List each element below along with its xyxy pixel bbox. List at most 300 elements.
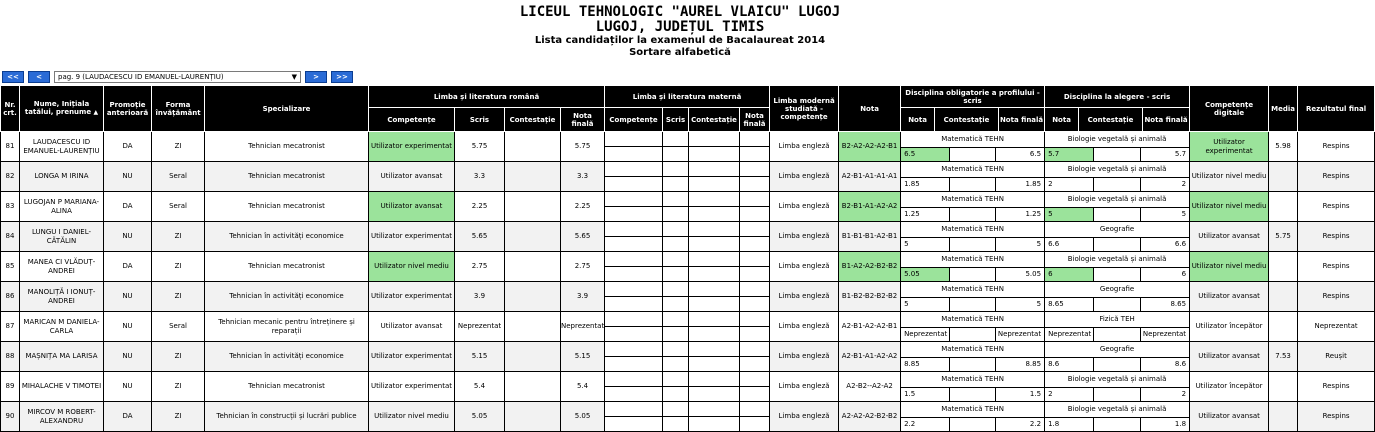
cell-media	[1269, 282, 1298, 312]
cell-promotie: DA	[104, 132, 152, 162]
cell-promotie: NU	[104, 162, 152, 192]
cell-lr-competente: Utilizator experimentat	[369, 222, 455, 252]
disc-alegere-contestatie	[1094, 298, 1140, 311]
cell-competente-digitale: Utilizator nivel mediu	[1190, 252, 1269, 282]
cell-lm-empty	[740, 252, 770, 282]
cell-lr-nota-finala: 2.25	[561, 192, 605, 222]
next-page-button[interactable]: >	[305, 71, 327, 83]
cell-lr-scris: 3.3	[455, 162, 505, 192]
cell-nota: A2-B1-A2-A2-B1	[839, 312, 901, 342]
disc-alegere-final: 6.6	[1174, 240, 1187, 248]
cell-nr: 81	[1, 132, 20, 162]
cell-disc-obligatorie	[901, 192, 1045, 222]
cell-nume: MANOLIȚĂ I IONUȚ-ANDREI	[20, 282, 104, 312]
cell-lm-empty	[605, 222, 663, 252]
cell-nume: MARICAN M DANIELA-CARLA	[20, 312, 104, 342]
cell-nr: 84	[1, 222, 20, 252]
cell-competente-digitale: Utilizator nivel mediu	[1190, 162, 1269, 192]
disc-obligatorie-contestatie	[950, 358, 996, 371]
page-header	[0, 5, 1360, 59]
cell-lm-empty	[605, 282, 663, 312]
cell-lm-empty	[740, 342, 770, 372]
cell-lm-empty	[663, 252, 689, 282]
cell-lr-scris: 5.75	[455, 132, 505, 162]
disc-alegere-final: 2	[1181, 390, 1187, 398]
col-lm-nota-finala: Nota finală	[740, 108, 770, 132]
cell-rezultat: Neprezentat	[1298, 312, 1375, 342]
cell-media: 7.53	[1269, 342, 1298, 372]
col-nume-label: Nume, Inițiala tatălui, prenume	[24, 100, 92, 116]
cell-lr-nota-finala: 5.4	[561, 372, 605, 402]
disc-alegere-nota: 2	[1045, 388, 1094, 401]
col-nume[interactable]	[20, 86, 104, 132]
cell-disc-alegere	[1045, 132, 1190, 162]
cell-nr: 86	[1, 282, 20, 312]
disc-obligatorie-name: Matematică TEHN	[901, 402, 1044, 418]
cell-lr-contestatie	[505, 342, 561, 372]
table-row	[1, 372, 1375, 402]
disc-obligatorie-contestatie	[950, 178, 996, 191]
cell-disc-obligatorie	[901, 402, 1045, 432]
cell-specializare: Tehnician în construcții și lucrări publice	[205, 402, 369, 432]
cell-lm-empty	[740, 282, 770, 312]
cell-lm-empty	[740, 192, 770, 222]
cell-lm-empty	[663, 162, 689, 192]
disc-obligatorie-name: Matematică TEHN	[901, 132, 1044, 148]
disc-alegere-contestatie	[1094, 328, 1140, 341]
cell-competente-digitale: Utilizator nivel mediu	[1190, 192, 1269, 222]
cell-lm-empty	[740, 372, 770, 402]
disc-obligatorie-nota: 2.2	[901, 418, 950, 431]
disc-obligatorie-final: 1.85	[1025, 180, 1042, 188]
disc-alegere-name: Biologie vegetală și animală	[1045, 372, 1189, 388]
cell-limba-moderna: Limba engleză	[770, 282, 839, 312]
disc-obligatorie-contestatie	[950, 208, 996, 221]
disc-alegere-name: Biologie vegetală și animală	[1045, 192, 1189, 208]
cell-nume: LONGA M IRINA	[20, 162, 104, 192]
disc-alegere-nota: 8.6	[1045, 358, 1094, 371]
cell-specializare: Tehnician mecanic pentru întreținere și reparații	[205, 312, 369, 342]
cell-lm-empty	[663, 192, 689, 222]
cell-competente-digitale: Utilizator avansat	[1190, 342, 1269, 372]
cell-specializare: Tehnician în activități economice	[205, 282, 369, 312]
table-row	[1, 162, 1375, 192]
cell-limba-moderna: Limba engleză	[770, 222, 839, 252]
disc-alegere-name: Geografie	[1045, 342, 1189, 358]
first-page-button[interactable]: <<	[2, 71, 24, 83]
cell-disc-alegere	[1045, 282, 1190, 312]
cell-lm-empty	[663, 132, 689, 162]
cell-forma: ZI	[152, 252, 205, 282]
cell-disc-obligatorie	[901, 162, 1045, 192]
cell-lr-nota-finala: 5.65	[561, 222, 605, 252]
cell-lr-competente: Utilizator experimentat	[369, 282, 455, 312]
cell-lr-scris: Neprezentat	[455, 312, 505, 342]
cell-lr-scris: 2.75	[455, 252, 505, 282]
cell-lr-competente: Utilizator nivel mediu	[369, 252, 455, 282]
school-location: LUGOJ, JUDEȚUL TIMIS	[595, 19, 765, 35]
cell-limba-moderna: Limba engleză	[770, 402, 839, 432]
cell-nume: MIRCOV M ROBERT-ALEXANDRU	[20, 402, 104, 432]
disc-obligatorie-nota: 8.85	[901, 358, 950, 371]
disc-obligatorie-contestatie	[950, 328, 996, 341]
cell-lr-contestatie	[505, 282, 561, 312]
disc-obligatorie-final: 6.5	[1029, 150, 1042, 158]
col-do-nota: Nota	[901, 108, 935, 132]
table-row	[1, 312, 1375, 342]
table-row	[1, 192, 1375, 222]
cell-nota: B1-B1-B1-A2-B1	[839, 222, 901, 252]
cell-nr: 87	[1, 312, 20, 342]
cell-promotie: NU	[104, 342, 152, 372]
cell-media: 5.98	[1269, 132, 1298, 162]
cell-lm-empty	[689, 312, 740, 342]
cell-disc-obligatorie	[901, 312, 1045, 342]
cell-disc-alegere	[1045, 252, 1190, 282]
col-lr-nota-finala: Nota finală	[561, 108, 605, 132]
cell-disc-obligatorie	[901, 372, 1045, 402]
cell-lm-empty	[605, 252, 663, 282]
cell-limba-moderna: Limba engleză	[770, 312, 839, 342]
cell-competente-digitale: Utilizator începător	[1190, 312, 1269, 342]
cell-lm-empty	[740, 132, 770, 162]
disc-obligatorie-name: Matematică TEHN	[901, 282, 1044, 298]
disc-alegere-final: 5.7	[1174, 150, 1187, 158]
col-nr: Nr. crt.	[1, 86, 20, 132]
disc-alegere-contestatie	[1094, 358, 1140, 371]
cell-nr: 83	[1, 192, 20, 222]
cell-lr-competente: Utilizator avansat	[369, 312, 455, 342]
col-rezultat: Rezultatul final	[1298, 86, 1375, 132]
cell-lm-empty	[689, 402, 740, 432]
disc-alegere-nota: 8.65	[1045, 298, 1094, 311]
cell-media: 5.75	[1269, 222, 1298, 252]
cell-lm-empty	[663, 312, 689, 342]
cell-rezultat: Respins	[1298, 192, 1375, 222]
disc-alegere-final: 6	[1181, 270, 1187, 278]
col-limba-moderna: Limba modernă studiată - competențe	[770, 86, 839, 132]
cell-promotie: NU	[104, 222, 152, 252]
cell-media	[1269, 402, 1298, 432]
cell-disc-alegere	[1045, 372, 1190, 402]
col-lr-contestatie: Contestație	[505, 108, 561, 132]
col-competente-digitale: Competențe digitale	[1190, 86, 1269, 132]
cell-nr: 88	[1, 342, 20, 372]
cell-limba-moderna: Limba engleză	[770, 252, 839, 282]
disc-obligatorie-contestatie	[950, 148, 996, 161]
cell-lm-empty	[663, 372, 689, 402]
cell-disc-obligatorie	[901, 222, 1045, 252]
cell-lm-empty	[663, 222, 689, 252]
cell-promotie: NU	[104, 282, 152, 312]
cell-lr-scris: 5.05	[455, 402, 505, 432]
table-row	[1, 132, 1375, 162]
disc-obligatorie-nota: 1.25	[901, 208, 950, 221]
cell-promotie: NU	[104, 312, 152, 342]
disc-alegere-name: Biologie vegetală și animală	[1045, 402, 1189, 418]
col-lr-scris: Scris	[455, 108, 505, 132]
cell-nume: LAUDACESCU ID EMANUEL-LAURENȚIU	[20, 132, 104, 162]
cell-rezultat: Respins	[1298, 402, 1375, 432]
disc-alegere-contestatie	[1094, 238, 1140, 251]
cell-lm-empty	[740, 222, 770, 252]
prev-page-button[interactable]: <	[28, 71, 50, 83]
cell-specializare: Tehnician mecatronist	[205, 372, 369, 402]
cell-disc-alegere	[1045, 402, 1190, 432]
cell-lr-competente: Utilizator avansat	[369, 162, 455, 192]
disc-obligatorie-nota: 6.5	[901, 148, 950, 161]
cell-nr: 85	[1, 252, 20, 282]
cell-nr: 82	[1, 162, 20, 192]
pagination-bar	[2, 71, 353, 83]
disc-alegere-final: 2	[1181, 180, 1187, 188]
cell-lr-competente: Utilizator experimentat	[369, 132, 455, 162]
disc-alegere-name: Biologie vegetală și animală	[1045, 132, 1189, 148]
cell-specializare: Tehnician mecatronist	[205, 132, 369, 162]
disc-alegere-final: 8.65	[1170, 300, 1187, 308]
disc-obligatorie-contestatie	[950, 418, 996, 431]
cell-lm-empty	[740, 162, 770, 192]
page-select-value: pag. 9 (LAUDACESCU ID EMANUEL-LAURENȚIU)	[58, 73, 224, 81]
disc-obligatorie-nota: Neprezentat	[901, 328, 950, 341]
cell-lm-empty	[689, 132, 740, 162]
sort-mode: Sortare alfabetică	[629, 47, 731, 58]
disc-alegere-name: Biologie vegetală și animală	[1045, 162, 1189, 178]
cell-rezultat: Respins	[1298, 222, 1375, 252]
cell-lm-empty	[689, 162, 740, 192]
cell-disc-alegere	[1045, 192, 1190, 222]
sort-asc-icon: ▲	[93, 109, 99, 116]
cell-lr-contestatie	[505, 162, 561, 192]
cell-forma: ZI	[152, 402, 205, 432]
cell-rezultat: Respins	[1298, 252, 1375, 282]
col-do-nota-finala: Nota finală	[999, 108, 1045, 132]
cell-competente-digitale: Utilizator începător	[1190, 372, 1269, 402]
cell-lr-contestatie	[505, 252, 561, 282]
disc-alegere-contestatie	[1094, 268, 1140, 281]
cell-limba-moderna: Limba engleză	[770, 132, 839, 162]
cell-lm-empty	[740, 402, 770, 432]
disc-obligatorie-contestatie	[950, 388, 996, 401]
cell-lr-contestatie	[505, 222, 561, 252]
cell-lr-nota-finala: Neprezentat	[561, 312, 605, 342]
col-forma: Forma învățământ	[152, 86, 205, 132]
cell-lr-contestatie	[505, 402, 561, 432]
cell-lr-nota-finala: 3.9	[561, 282, 605, 312]
disc-alegere-nota: Neprezentat	[1045, 328, 1094, 341]
cell-promotie: DA	[104, 402, 152, 432]
cell-lm-empty	[689, 282, 740, 312]
disc-obligatorie-nota: 5	[901, 238, 950, 251]
cell-forma: Seral	[152, 192, 205, 222]
cell-lr-competente: Utilizator nivel mediu	[369, 402, 455, 432]
cell-nume: MANEA CI VLĂDUȚ-ANDREI	[20, 252, 104, 282]
disc-alegere-name: Fizică TEH	[1045, 312, 1189, 328]
cell-lm-empty	[663, 402, 689, 432]
col-da-contestatie: Contestație	[1079, 108, 1143, 132]
cell-lr-scris: 5.15	[455, 342, 505, 372]
cell-lr-competente: Utilizator experimentat	[369, 342, 455, 372]
cell-lm-empty	[605, 402, 663, 432]
cell-limba-moderna: Limba engleză	[770, 162, 839, 192]
cell-specializare: Tehnician în activități economice	[205, 222, 369, 252]
cell-disc-obligatorie	[901, 342, 1045, 372]
cell-lr-contestatie	[505, 132, 561, 162]
cell-forma: Seral	[152, 312, 205, 342]
table-body	[1, 132, 1375, 432]
list-title: Lista candidaților la examenul de Bacalaureat 2014	[534, 35, 826, 46]
disc-obligatorie-contestatie	[950, 238, 996, 251]
table-row	[1, 222, 1375, 252]
disc-obligatorie-final: 1.25	[1025, 210, 1042, 218]
cell-limba-moderna: Limba engleză	[770, 192, 839, 222]
cell-rezultat: Respins	[1298, 132, 1375, 162]
cell-media	[1269, 192, 1298, 222]
col-lm-contestatie: Contestație	[689, 108, 740, 132]
cell-lr-competente: Utilizator experimentat	[369, 372, 455, 402]
cell-lr-contestatie	[505, 192, 561, 222]
cell-lm-empty	[689, 252, 740, 282]
cell-forma: ZI	[152, 342, 205, 372]
cell-nota: B1-A2-A2-B2-B2	[839, 252, 901, 282]
disc-obligatorie-final: 5.05	[1025, 270, 1042, 278]
col-group-disc-alegere: Disciplina la alegere - scris	[1045, 86, 1190, 108]
cell-lm-empty	[605, 192, 663, 222]
disc-obligatorie-nota: 5.05	[901, 268, 950, 281]
disc-obligatorie-final: 5	[1036, 300, 1042, 308]
cell-nume: LUNGU I DANIEL-CĂTĂLIN	[20, 222, 104, 252]
cell-specializare: Tehnician mecatronist	[205, 192, 369, 222]
disc-obligatorie-name: Matematică TEHN	[901, 312, 1044, 328]
disc-obligatorie-final: 8.85	[1025, 360, 1042, 368]
cell-lr-scris: 2.25	[455, 192, 505, 222]
cell-rezultat: Respins	[1298, 282, 1375, 312]
table-row	[1, 282, 1375, 312]
disc-alegere-final: 8.6	[1174, 360, 1187, 368]
cell-disc-obligatorie	[901, 282, 1045, 312]
disc-obligatorie-final: 5	[1036, 240, 1042, 248]
cell-lm-empty	[605, 312, 663, 342]
disc-alegere-contestatie	[1094, 208, 1140, 221]
table-row	[1, 402, 1375, 432]
col-group-disc-obligatorie: Disciplina obligatorie a profilului - scris	[901, 86, 1045, 108]
cell-competente-digitale: Utilizator avansat	[1190, 282, 1269, 312]
col-lm-competente: Competențe	[605, 108, 663, 132]
cell-competente-digitale: Utilizator avansat	[1190, 222, 1269, 252]
cell-lm-empty	[689, 372, 740, 402]
col-group-limba-materna: Limba și literatura maternă	[605, 86, 770, 108]
disc-alegere-contestatie	[1094, 178, 1140, 191]
disc-obligatorie-contestatie	[950, 298, 996, 311]
cell-disc-obligatorie	[901, 252, 1045, 282]
disc-alegere-nota: 5	[1045, 208, 1094, 221]
cell-disc-obligatorie	[901, 132, 1045, 162]
cell-lr-nota-finala: 2.75	[561, 252, 605, 282]
col-da-nota-finala: Nota finală	[1143, 108, 1190, 132]
cell-disc-alegere	[1045, 312, 1190, 342]
disc-alegere-name: Geografie	[1045, 282, 1189, 298]
col-nota: Nota	[839, 86, 901, 132]
disc-alegere-final: 1.8	[1174, 420, 1187, 428]
page-select[interactable]	[54, 71, 301, 83]
cell-lr-scris: 3.9	[455, 282, 505, 312]
cell-specializare: Tehnician mecatronist	[205, 162, 369, 192]
disc-alegere-final: 5	[1181, 210, 1187, 218]
disc-alegere-contestatie	[1094, 418, 1140, 431]
col-do-contestatie: Contestație	[935, 108, 999, 132]
disc-obligatorie-name: Matematică TEHN	[901, 372, 1044, 388]
disc-obligatorie-nota: 1.5	[901, 388, 950, 401]
cell-nota: A2-B1-A1-A2-A2	[839, 342, 901, 372]
cell-limba-moderna: Limba engleză	[770, 342, 839, 372]
disc-obligatorie-final: 1.5	[1029, 390, 1042, 398]
cell-lm-empty	[605, 342, 663, 372]
cell-disc-alegere	[1045, 222, 1190, 252]
col-specializare: Specializare	[205, 86, 369, 132]
cell-media	[1269, 162, 1298, 192]
candidates-table	[0, 85, 1375, 432]
table-row	[1, 342, 1375, 372]
disc-obligatorie-name: Matematică TEHN	[901, 192, 1044, 208]
col-promotie: Promoție anterioară	[104, 86, 152, 132]
disc-obligatorie-name: Matematică TEHN	[901, 162, 1044, 178]
disc-obligatorie-contestatie	[950, 268, 996, 281]
cell-forma: ZI	[152, 222, 205, 252]
disc-alegere-contestatie	[1094, 388, 1140, 401]
cell-nume: MIHALACHE V TIMOTEI	[20, 372, 104, 402]
cell-lm-empty	[740, 312, 770, 342]
disc-alegere-nota: 1.8	[1045, 418, 1094, 431]
school-name: LICEUL TEHNOLOGIC "AUREL VLAICU" LUGOJ	[519, 4, 841, 20]
col-da-nota: Nota	[1045, 108, 1079, 132]
last-page-button[interactable]: >>	[331, 71, 353, 83]
cell-lr-contestatie	[505, 372, 561, 402]
cell-promotie: DA	[104, 192, 152, 222]
cell-disc-alegere	[1045, 162, 1190, 192]
col-lm-scris: Scris	[663, 108, 689, 132]
cell-limba-moderna: Limba engleză	[770, 372, 839, 402]
disc-obligatorie-nota: 5	[901, 298, 950, 311]
cell-lm-empty	[689, 342, 740, 372]
cell-nume: LUGOJAN P MARIANA-ALINA	[20, 192, 104, 222]
cell-media	[1269, 312, 1298, 342]
disc-obligatorie-name: Matematică TEHN	[901, 222, 1044, 238]
table-row	[1, 252, 1375, 282]
cell-forma: ZI	[152, 282, 205, 312]
disc-alegere-nota: 2	[1045, 178, 1094, 191]
cell-media	[1269, 252, 1298, 282]
cell-promotie: NU	[104, 372, 152, 402]
cell-nota: B2-A2-A2-A2-B1	[839, 132, 901, 162]
cell-nume: MAȘNIȚA MA LARISA	[20, 342, 104, 372]
cell-competente-digitale: Utilizator experimentat	[1190, 132, 1269, 162]
cell-lr-nota-finala: 5.15	[561, 342, 605, 372]
disc-obligatorie-final: 2.2	[1029, 420, 1042, 428]
disc-obligatorie-final: Neprezentat	[997, 330, 1042, 338]
cell-lr-nota-finala: 3.3	[561, 162, 605, 192]
cell-nr: 89	[1, 372, 20, 402]
cell-lr-scris: 5.65	[455, 222, 505, 252]
col-media: Media	[1269, 86, 1298, 132]
cell-rezultat: Respins	[1298, 372, 1375, 402]
cell-specializare: Tehnician mecatronist	[205, 252, 369, 282]
disc-obligatorie-name: Matematică TEHN	[901, 252, 1044, 268]
cell-forma: ZI	[152, 372, 205, 402]
cell-lr-nota-finala: 5.75	[561, 132, 605, 162]
cell-forma: Seral	[152, 162, 205, 192]
cell-promotie: DA	[104, 252, 152, 282]
cell-lm-empty	[689, 192, 740, 222]
